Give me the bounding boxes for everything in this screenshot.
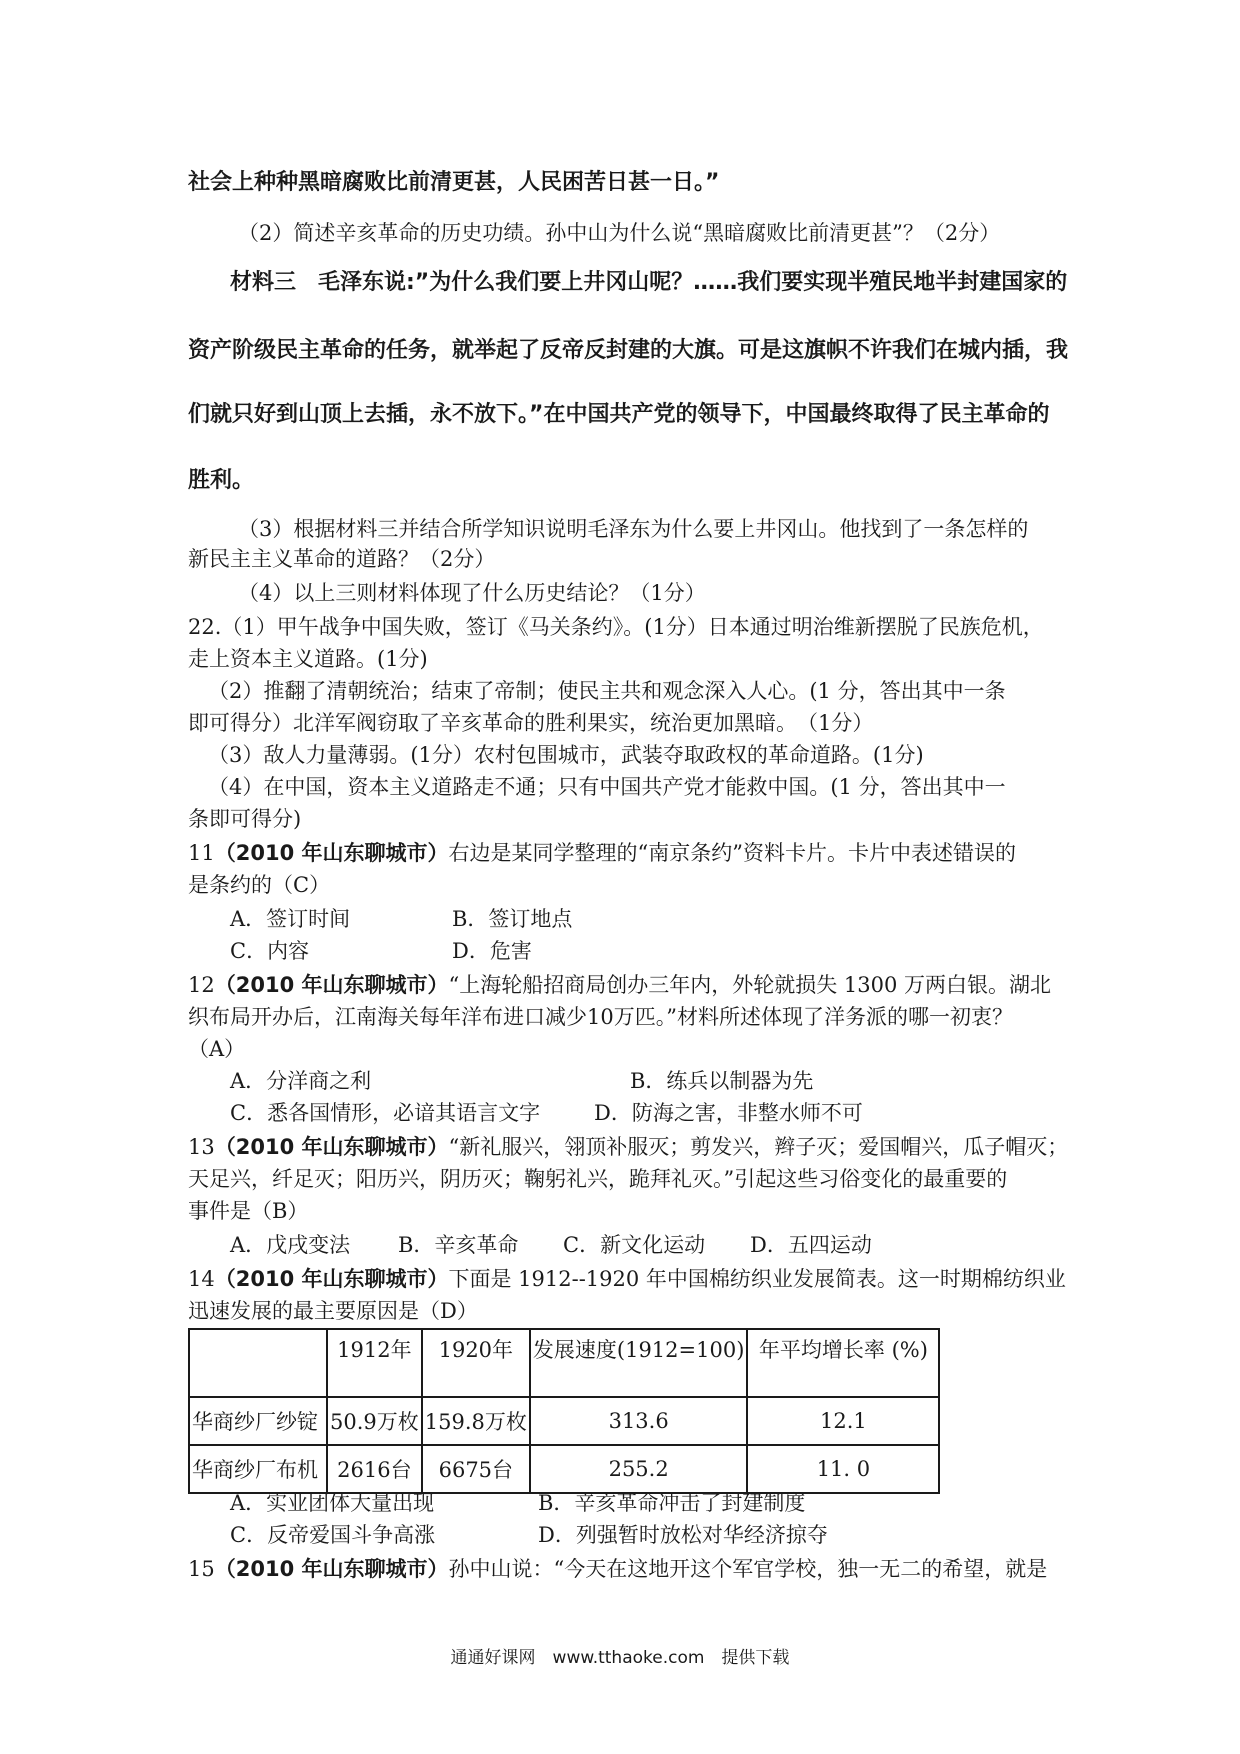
- table-header-cell: [189, 1329, 327, 1397]
- question-number: 12: [188, 973, 215, 997]
- answer-22-line-6: （4）在中国，资本主义道路走不通；只有中国共产党才能救中国。(1 分，答出其中一: [208, 775, 1006, 799]
- answer-22-line-5: （3）敌人力量薄弱。(1分）农村包围城市，武装夺取政权的革命道路。(1分): [208, 743, 924, 767]
- table-cell: 6675台: [422, 1445, 530, 1493]
- table-header-cell: 年平均增长率 (%): [747, 1329, 939, 1397]
- answer-22-line-4: 即可得分）北洋军阀窃取了辛亥革命的胜利果实，统治更加黑暗。 （1分）: [188, 711, 874, 735]
- table-row: [189, 1397, 939, 1445]
- question-text: 孙中山说：“今天在这地开这个军官学校，独一无二的希望，就是: [448, 1557, 1048, 1581]
- question-12-line-2: 织布局开办后，江南海关每年洋布进口减少10万匹。”材料所述体现了洋务派的哪一初衷？: [188, 1005, 1013, 1029]
- question-text: “上海轮船招商局创办三年内，外轮就损失 1300 万两白银。湖北: [448, 973, 1052, 997]
- table-header-cell: 1920年: [422, 1329, 530, 1397]
- question-11-line-2: 是条约的（C）: [188, 873, 331, 897]
- table-cell: 华商纱厂布机: [189, 1445, 327, 1493]
- q14-option-c: C．反帝爱国斗争高涨: [230, 1523, 436, 1547]
- answer-22-line-2: 走上资本主义道路。(1分): [188, 647, 428, 671]
- question-13-line-2: 天足兴，纤足灭；阳历兴，阴历灭；鞠躬礼兴，跪拜礼灭。”引起这些习俗变化的最重要的: [188, 1167, 1008, 1191]
- question-number: 15: [188, 1557, 215, 1581]
- question-text: 右边是某同学整理的“南京条约”资料卡片。卡片中表述错误的: [448, 841, 1016, 865]
- question-number: 11: [188, 841, 215, 865]
- question-14-line-2: 迅速发展的最主要原因是（D）: [188, 1299, 478, 1323]
- question-source: （2010 年山东聊城市）: [214, 841, 449, 865]
- question-11-line-1: [188, 840, 1016, 866]
- question-2: （2）简述辛亥革命的历史功绩。孙中山为什么说“黑暗腐败比前清更甚”？（2分）: [238, 221, 1001, 245]
- question-3-line-2: 新民主主义革命的道路？（2分）: [188, 547, 496, 571]
- question-source: （2010 年山东聊城市）: [214, 973, 449, 997]
- question-13-line-3: 事件是（B）: [188, 1199, 309, 1223]
- table-cell: 11. 0: [747, 1445, 939, 1493]
- question-text: 下面是 1912--1920 年中国棉纺织业发展简表。这一时期棉纺织业: [448, 1267, 1066, 1291]
- question-text: “新礼服兴，翎顶补服灭；剪发兴，辫子灭；爱国帽兴，瓜子帽灭；: [448, 1135, 1069, 1159]
- question-15-line-1: [188, 1556, 1047, 1582]
- question-4: （4）以上三则材料体现了什么历史结论？（1分）: [238, 581, 706, 605]
- question-number: 13: [188, 1135, 215, 1159]
- question-source: （2010 年山东聊城市）: [214, 1267, 449, 1291]
- table-cell: 255.2: [530, 1445, 748, 1493]
- question-14-line-1: [188, 1266, 1066, 1292]
- q12-option-a: A．分洋商之利: [230, 1069, 372, 1093]
- question-13-line-1: [188, 1134, 1068, 1160]
- table-cell: 313.6: [530, 1397, 748, 1445]
- answer-22-line-3: （2）推翻了清朝统治；结束了帝制；使民主共和观念深入人心。(1 分，答出其中一条: [208, 679, 1006, 703]
- material3-line-3: 们就只好到山顶上去插，永不放下。”在中国共产党的领导下，中国最终取得了民主革命的: [188, 402, 1050, 427]
- table-row: [189, 1445, 939, 1493]
- question-12-line-1: [188, 972, 1051, 998]
- material3-line-2: 资产阶级民主革命的任务，就举起了反帝反封建的大旗。可是这旗帜不许我们在城内插，我: [188, 338, 1069, 363]
- table-cell: 50.9万枚: [327, 1397, 422, 1445]
- q12-option-d: D．防海之害，非整水师不可: [594, 1101, 863, 1125]
- q13-option-b: B．辛亥革命: [398, 1233, 519, 1257]
- material2-tail: 社会上种种黑暗腐败比前清更甚，人民困苦日甚一日。”: [188, 170, 720, 195]
- table-cell: 12.1: [747, 1397, 939, 1445]
- material3-line-1: 材料三 毛泽东说:”为什么我们要上井冈山呢？……我们要实现半殖民地半封建国家的: [230, 270, 1068, 295]
- table-cell: 159.8万枚: [422, 1397, 530, 1445]
- q13-option-c: C．新文化运动: [563, 1233, 706, 1257]
- answer-22-line-1: 22.（1）甲午战争中国失败，签订《马关条约》。(1分）日本通过明治维新摆脱了民族危机，: [188, 615, 1044, 639]
- material3-line-4: 胜利。: [188, 468, 255, 493]
- question-number: 14: [188, 1267, 215, 1291]
- q14-option-b: B．辛亥革命冲击了封建制度: [538, 1491, 806, 1515]
- q14-option-d: D．列强暂时放松对华经济掠夺: [538, 1523, 828, 1547]
- table-header-cell: 1912年: [327, 1329, 422, 1397]
- table-cell: 2616台: [327, 1445, 422, 1493]
- answer-22-line-7: 条即可得分): [188, 807, 302, 831]
- table-header-row: [189, 1329, 939, 1397]
- q11-option-d: D．危害: [452, 939, 532, 963]
- q12-option-c: C．悉各国情形，必谙其语言文字: [230, 1101, 541, 1125]
- q11-option-b: B．签订地点: [452, 907, 573, 931]
- page-footer: 通通好课网 www.tthaoke.com 提供下载: [450, 1648, 790, 1668]
- question-source: （2010 年山东聊城市）: [214, 1557, 449, 1581]
- q12-option-b: B．练兵以制器为先: [630, 1069, 814, 1093]
- cotton-industry-table: [188, 1328, 940, 1494]
- question-12-line-3: （A）: [188, 1037, 246, 1061]
- question-3-line-1: （3）根据材料三并结合所学知识说明毛泽东为什么要上井冈山。他找到了一条怎样的: [238, 517, 1029, 541]
- q13-option-d: D．五四运动: [750, 1233, 872, 1257]
- question-source: （2010 年山东聊城市）: [214, 1135, 449, 1159]
- q11-option-a: A．签订时间: [230, 907, 351, 931]
- q13-option-a: A．戊戌变法: [230, 1233, 351, 1257]
- table-header-cell: 发展速度(1912=100): [530, 1329, 748, 1397]
- table-cell: 华商纱厂纱锭: [189, 1397, 327, 1445]
- q14-option-a: A．实业团体大量出现: [230, 1491, 435, 1515]
- q11-option-c: C．内容: [230, 939, 310, 963]
